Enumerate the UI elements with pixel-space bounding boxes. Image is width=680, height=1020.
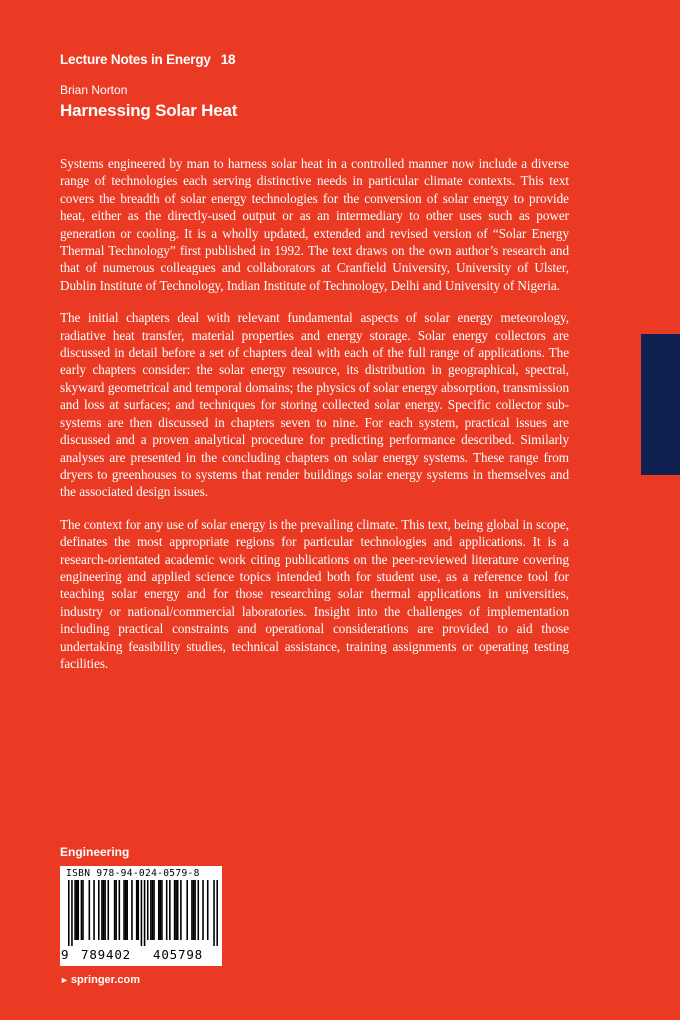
barcode-bar [152,880,154,940]
barcode-bar [68,880,70,946]
barcode-bar [161,880,163,940]
barcode-bar [207,880,209,940]
barcode-bar [123,880,125,940]
author-name: Brian Norton [60,83,128,97]
series-number: 18 [220,52,236,67]
barcode-bar [169,880,171,940]
barcode-bar [202,880,204,940]
isbn-label: ISBN 978-94-024-0579-8 [66,868,200,879]
barcode-bar [104,880,106,940]
barcode-bar [101,880,103,940]
ean-right-digits: 405798 [153,947,203,962]
barcode-bar [174,880,176,940]
barcode-bar [216,880,218,946]
barcode-bar [125,880,127,940]
barcode-bar [197,880,199,940]
book-title: Harnessing Solar Heat [60,101,238,120]
barcode-bar [194,880,196,940]
barcode-bar [158,880,160,940]
barcode-bar [103,880,105,940]
barcode-bar [115,880,117,940]
website-link[interactable] [60,974,140,986]
barcode-bar [166,880,168,940]
barcode-bar [81,880,83,940]
barcode-bar [74,880,76,940]
barcode-bar [160,880,162,940]
barcode-bar [177,880,179,940]
barcode-bar [144,880,146,946]
barcode-bar [141,880,143,946]
barcode-bar [147,880,149,940]
blurb-paragraph-1: Systems engineered by man to harness solar heat in a controlled manner now include a diverse range of technologies each serving distinctive needs in particular climate contexts. This text covers the breadth of solar energy technologies for the conversion of solar energy to provide heat, either as the directly-used output or as an intermediary to other uses such as power generation or cooling. It is a wholly updated, extended and revised version of “Solar Energy Thermal Technology” first published in 1992. The text draws on the own author’s research and that of numerous colleagues and collaborators at Cranfield University, University of Ulster, Dublin Institute of Technology, Indian Institute of Technology, Delhi and University of Nigeria. [60,156,569,293]
barcode-bar [71,880,73,946]
barcode-bar [126,880,128,940]
barcode-bar [76,880,78,940]
barcode-bar [191,880,193,940]
series-line [60,52,235,67]
barcode-bar [93,880,95,940]
barcode-bar [150,880,152,940]
ean-first-digit: 9 [61,947,69,962]
barcode-bar [119,880,121,940]
barcode-bar [77,880,79,940]
barcode-bar [180,880,182,940]
barcode-bar [89,880,91,940]
barcode-bar [186,880,188,940]
barcode-bar [131,880,133,940]
barcode-bars [68,880,218,946]
barcode-bar [82,880,84,940]
subject-label: Engineering [60,845,130,859]
barcode-bar [193,880,195,940]
series-name: Lecture Notes in Energy [60,52,211,67]
ean-left-digits: 789402 [81,947,131,962]
side-color-tab [641,334,680,475]
barcode-bar [137,880,139,940]
blurb-paragraph-3: The context for any use of solar energy is the prevailing climate. This text, being global in scope, definates the most appropriate regions for particular technologies and applications. It is a research-orientated academic work citing publications on the peer-reviewed literature covering engineering and applied science topics intended both for student use, as a reference tool for teaching solar energy and for those researching solar thermal applications in universities, industry or national/commercial laboratories. Insight into the challenges of implementation including practical constraints and operational considerations are provided to aid those undertaking feasibility studies, technical assistance, training assignments or operating testing facilities. [60,516,569,671]
arrow-icon: ► [60,975,69,985]
barcode-bar [136,880,138,940]
website-text: springer.com [70,974,140,986]
barcode-bar [107,880,109,940]
barcode-block [60,866,222,966]
barcode-bar [114,880,116,940]
barcode-bar [175,880,177,940]
barcode-bar [213,880,215,946]
barcode-bar [153,880,155,940]
barcode-bar [98,880,100,940]
blurb-text [60,155,569,687]
blurb-paragraph-2: The initial chapters deal with relevant fundamental aspects of solar energy meteorology, radiative heat transfer, material properties and energy storage. Solar energy collectors are discussed in detail before a set of chapters deal with each of the full range of applications. The early chapters consider: the solar energy resource, its distribution in geographical, spectral, skyward geometrical and temporal domains; the physics of solar energy absorption, transmission and loss at surfaces; and techniques for storing collected solar energy. Specific collector sub-systems are then discussed in chapters seven to nine. For each system, practical issues are discussed and a proven analytical procedure for predicting performance described. Similarly analyses are presented in the concluding chapters on solar energy systems. These range from dryers to greenhouses to systems that render buildings solar energy systems in themselves and the associated design issues. [60,310,569,500]
